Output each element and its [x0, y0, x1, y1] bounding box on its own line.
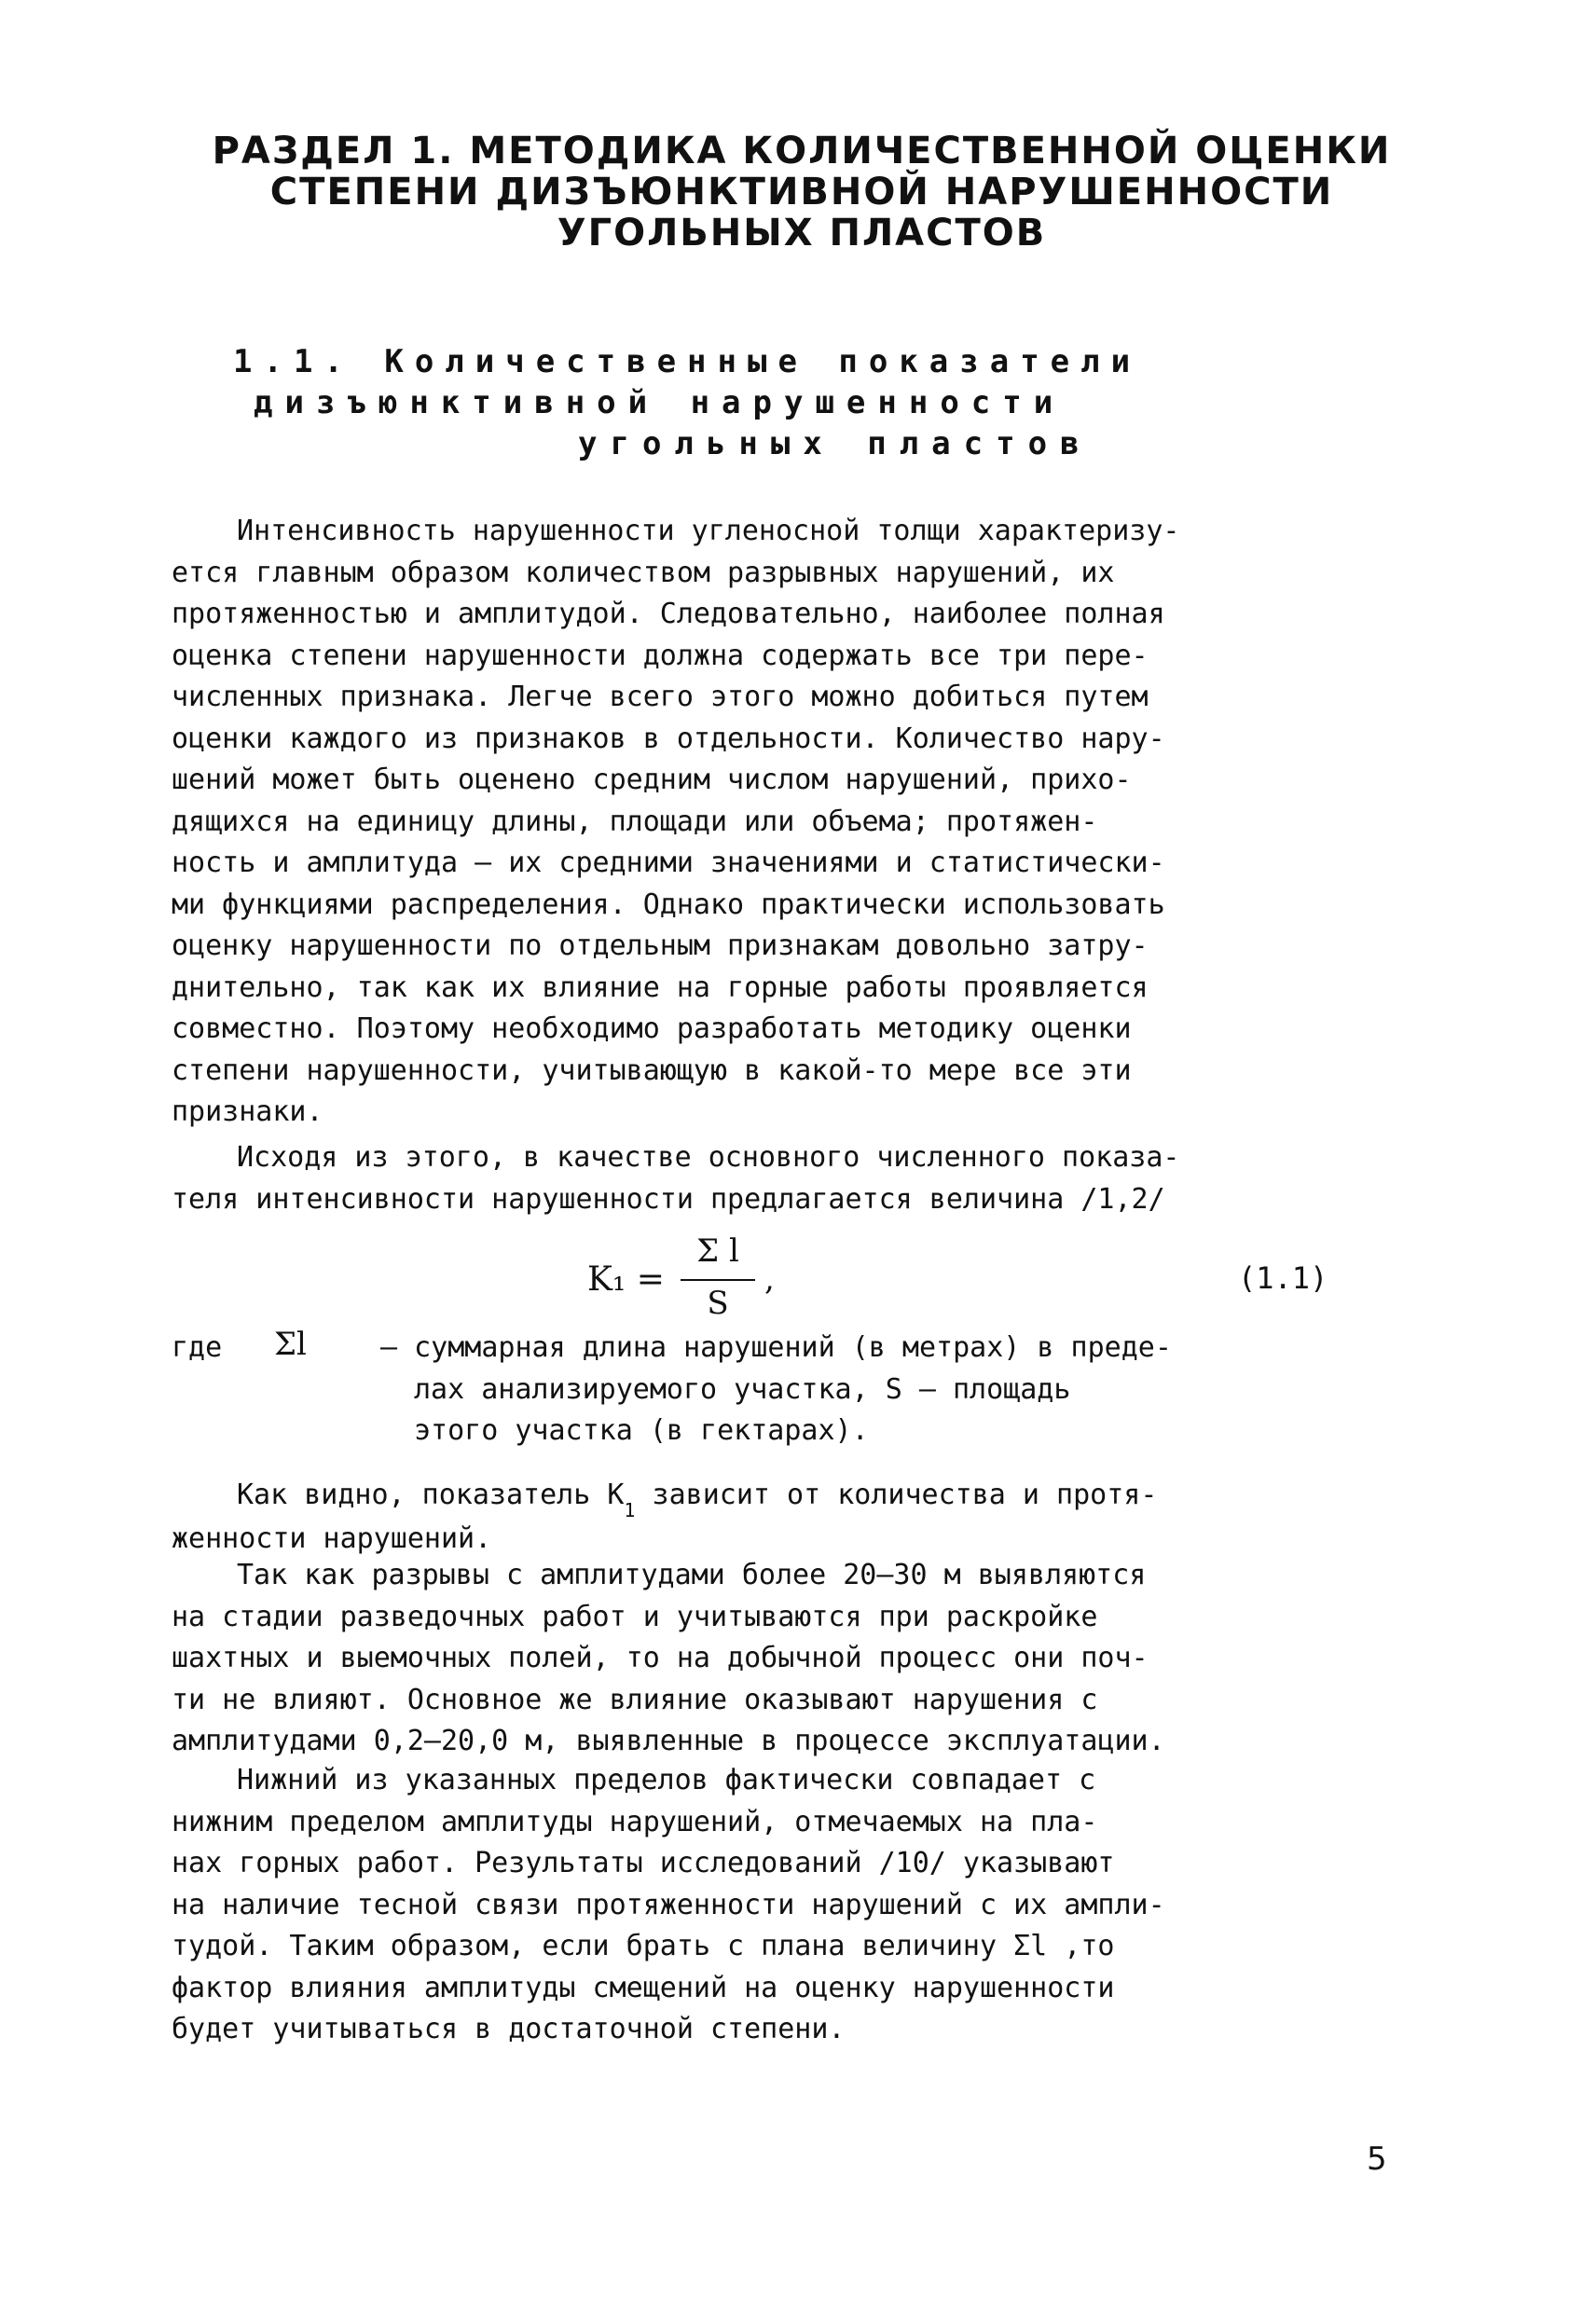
text-line: шахтных и выемочных полей, то на добычной процесс они поч-: [172, 1642, 1149, 1674]
text-line: протяженностью и амплитудой. Следовательно, наиболее полная: [172, 598, 1165, 630]
text-line: ми функциями распределения. Однако практически использовать: [172, 888, 1165, 921]
paragraph-proposed-value: [172, 1137, 1421, 1220]
text-fragment: зависит от количества и протя-: [635, 1479, 1158, 1511]
section-heading-line: дизъюнктивной нарушенности: [254, 384, 1066, 421]
formula-number: (1.1): [1238, 1260, 1328, 1296]
legend-label: где: [172, 1331, 223, 1364]
subscript: 1: [624, 1499, 636, 1521]
fraction-bar: [681, 1279, 755, 1281]
text-line: дящихся на единицу длины, площади или объема; протяжен-: [172, 805, 1098, 838]
text-line: этого участка (в гектарах).: [414, 1414, 869, 1447]
text-line: нижним пределом амплитуды нарушений, отмечаемых на пла-: [172, 1805, 1098, 1838]
text-line: ность и амплитуда – их средними значениями и статистически-: [172, 846, 1165, 879]
text-line: ется главным образом количеством разрывных нарушений, их: [172, 556, 1115, 589]
text-line: на стадии разведочных работ и учитываются при раскройке: [172, 1600, 1098, 1633]
formula-comma: ,: [764, 1260, 775, 1298]
text-line: оценка степени нарушенности должна содержать все три пере-: [172, 639, 1149, 672]
paragraph-intensity: [172, 511, 1421, 1134]
paragraph-lower-limit: [172, 1760, 1421, 2051]
text-line: теля интенсивности нарушенности предлагается величина /1,2/: [172, 1182, 1165, 1216]
text-line: фактор влияния амплитуды смещений на оценку нарушенности: [172, 1971, 1115, 2004]
paragraph-k1-dependence: [172, 1475, 1421, 1560]
text-fragment: Как видно, показатель K: [237, 1479, 625, 1511]
formula-denominator: S: [707, 1285, 729, 1322]
section-heading-line: угольных пластов: [578, 425, 1093, 462]
legend-symbol: Σl: [274, 1326, 307, 1363]
text-line: будет учитываться в достаточной степени.: [172, 2013, 846, 2045]
text-line: нах горных работ. Результаты исследований /10/ указывают: [172, 1847, 1115, 1879]
text-line: Интенсивность нарушенности угленосной толщи характеризу-: [237, 515, 1180, 547]
legend-text: [380, 1328, 1406, 1452]
section-heading: [233, 341, 1370, 464]
formula-k1: [587, 1232, 960, 1335]
chapter-title-line: УГОЛЬНЫХ ПЛАСТОВ: [557, 212, 1047, 255]
text-line: оценку нарушенности по отдельным признакам довольно затру-: [172, 929, 1149, 962]
text-line: ти не влияют. Основное же влияние оказывают нарушения с: [172, 1683, 1098, 1716]
text-line: Нижний из указанных пределов фактически совпадает с: [237, 1764, 1096, 1796]
text-line: днительно, так как их влияние на горные работы проявляется: [172, 970, 1149, 1004]
chapter-title-line: РАЗДЕЛ 1. МЕТОДИКА КОЛИЧЕСТВЕННОЙ ОЦЕНКИ: [212, 130, 1392, 172]
text-line: на наличие тесной связи протяженности нарушений с их ампли-: [172, 1888, 1165, 1921]
text-line: – суммарная длина нарушений (в метрах) в преде-: [380, 1331, 1172, 1364]
chapter-title: [149, 131, 1454, 254]
paragraph-amplitudes: [172, 1555, 1421, 1763]
text-line: Исходя из этого, в качестве основного численного показа-: [237, 1141, 1180, 1174]
chapter-title-line: СТЕПЕНИ ДИЗЪЮНКТИВНОЙ НАРУШЕННОСТИ: [269, 171, 1334, 213]
text-line: шений может быть оценено средним числом нарушений, прихо-: [172, 764, 1132, 796]
text-line: Так как разрывы с амплитудами более 20–30 м выявляются: [237, 1559, 1147, 1591]
text-line: лах анализируемого участка, S – площадь: [414, 1372, 1071, 1406]
text-line: степени нарушенности, учитывающую в какой-то мере все эти: [172, 1053, 1132, 1087]
text-line: признаки.: [172, 1095, 323, 1128]
text-line: оценки каждого из признаков в отдельности. Количество нару-: [172, 722, 1165, 755]
text-line: амплитудами 0,2–20,0 м, выявленные в процессе эксплуатации.: [172, 1725, 1165, 1757]
text-line: женности нарушений.: [172, 1521, 492, 1555]
text-line: [172, 1475, 1421, 1519]
formula-lhs: K₁ =: [587, 1260, 665, 1299]
section-heading-line: 1.1. Количественные показатели: [233, 343, 1142, 380]
text-line: тудой. Таким образом, если брать с плана величину Σl ,то: [172, 1930, 1115, 1962]
text-line: совместно. Поэтому необходимо разработать методику оценки: [172, 1012, 1132, 1045]
formula-numerator: Σ l: [696, 1232, 739, 1270]
page-number: 5: [1367, 2140, 1387, 2178]
text-line: численных признака. Легче всего этого можно добиться путем: [172, 681, 1149, 713]
